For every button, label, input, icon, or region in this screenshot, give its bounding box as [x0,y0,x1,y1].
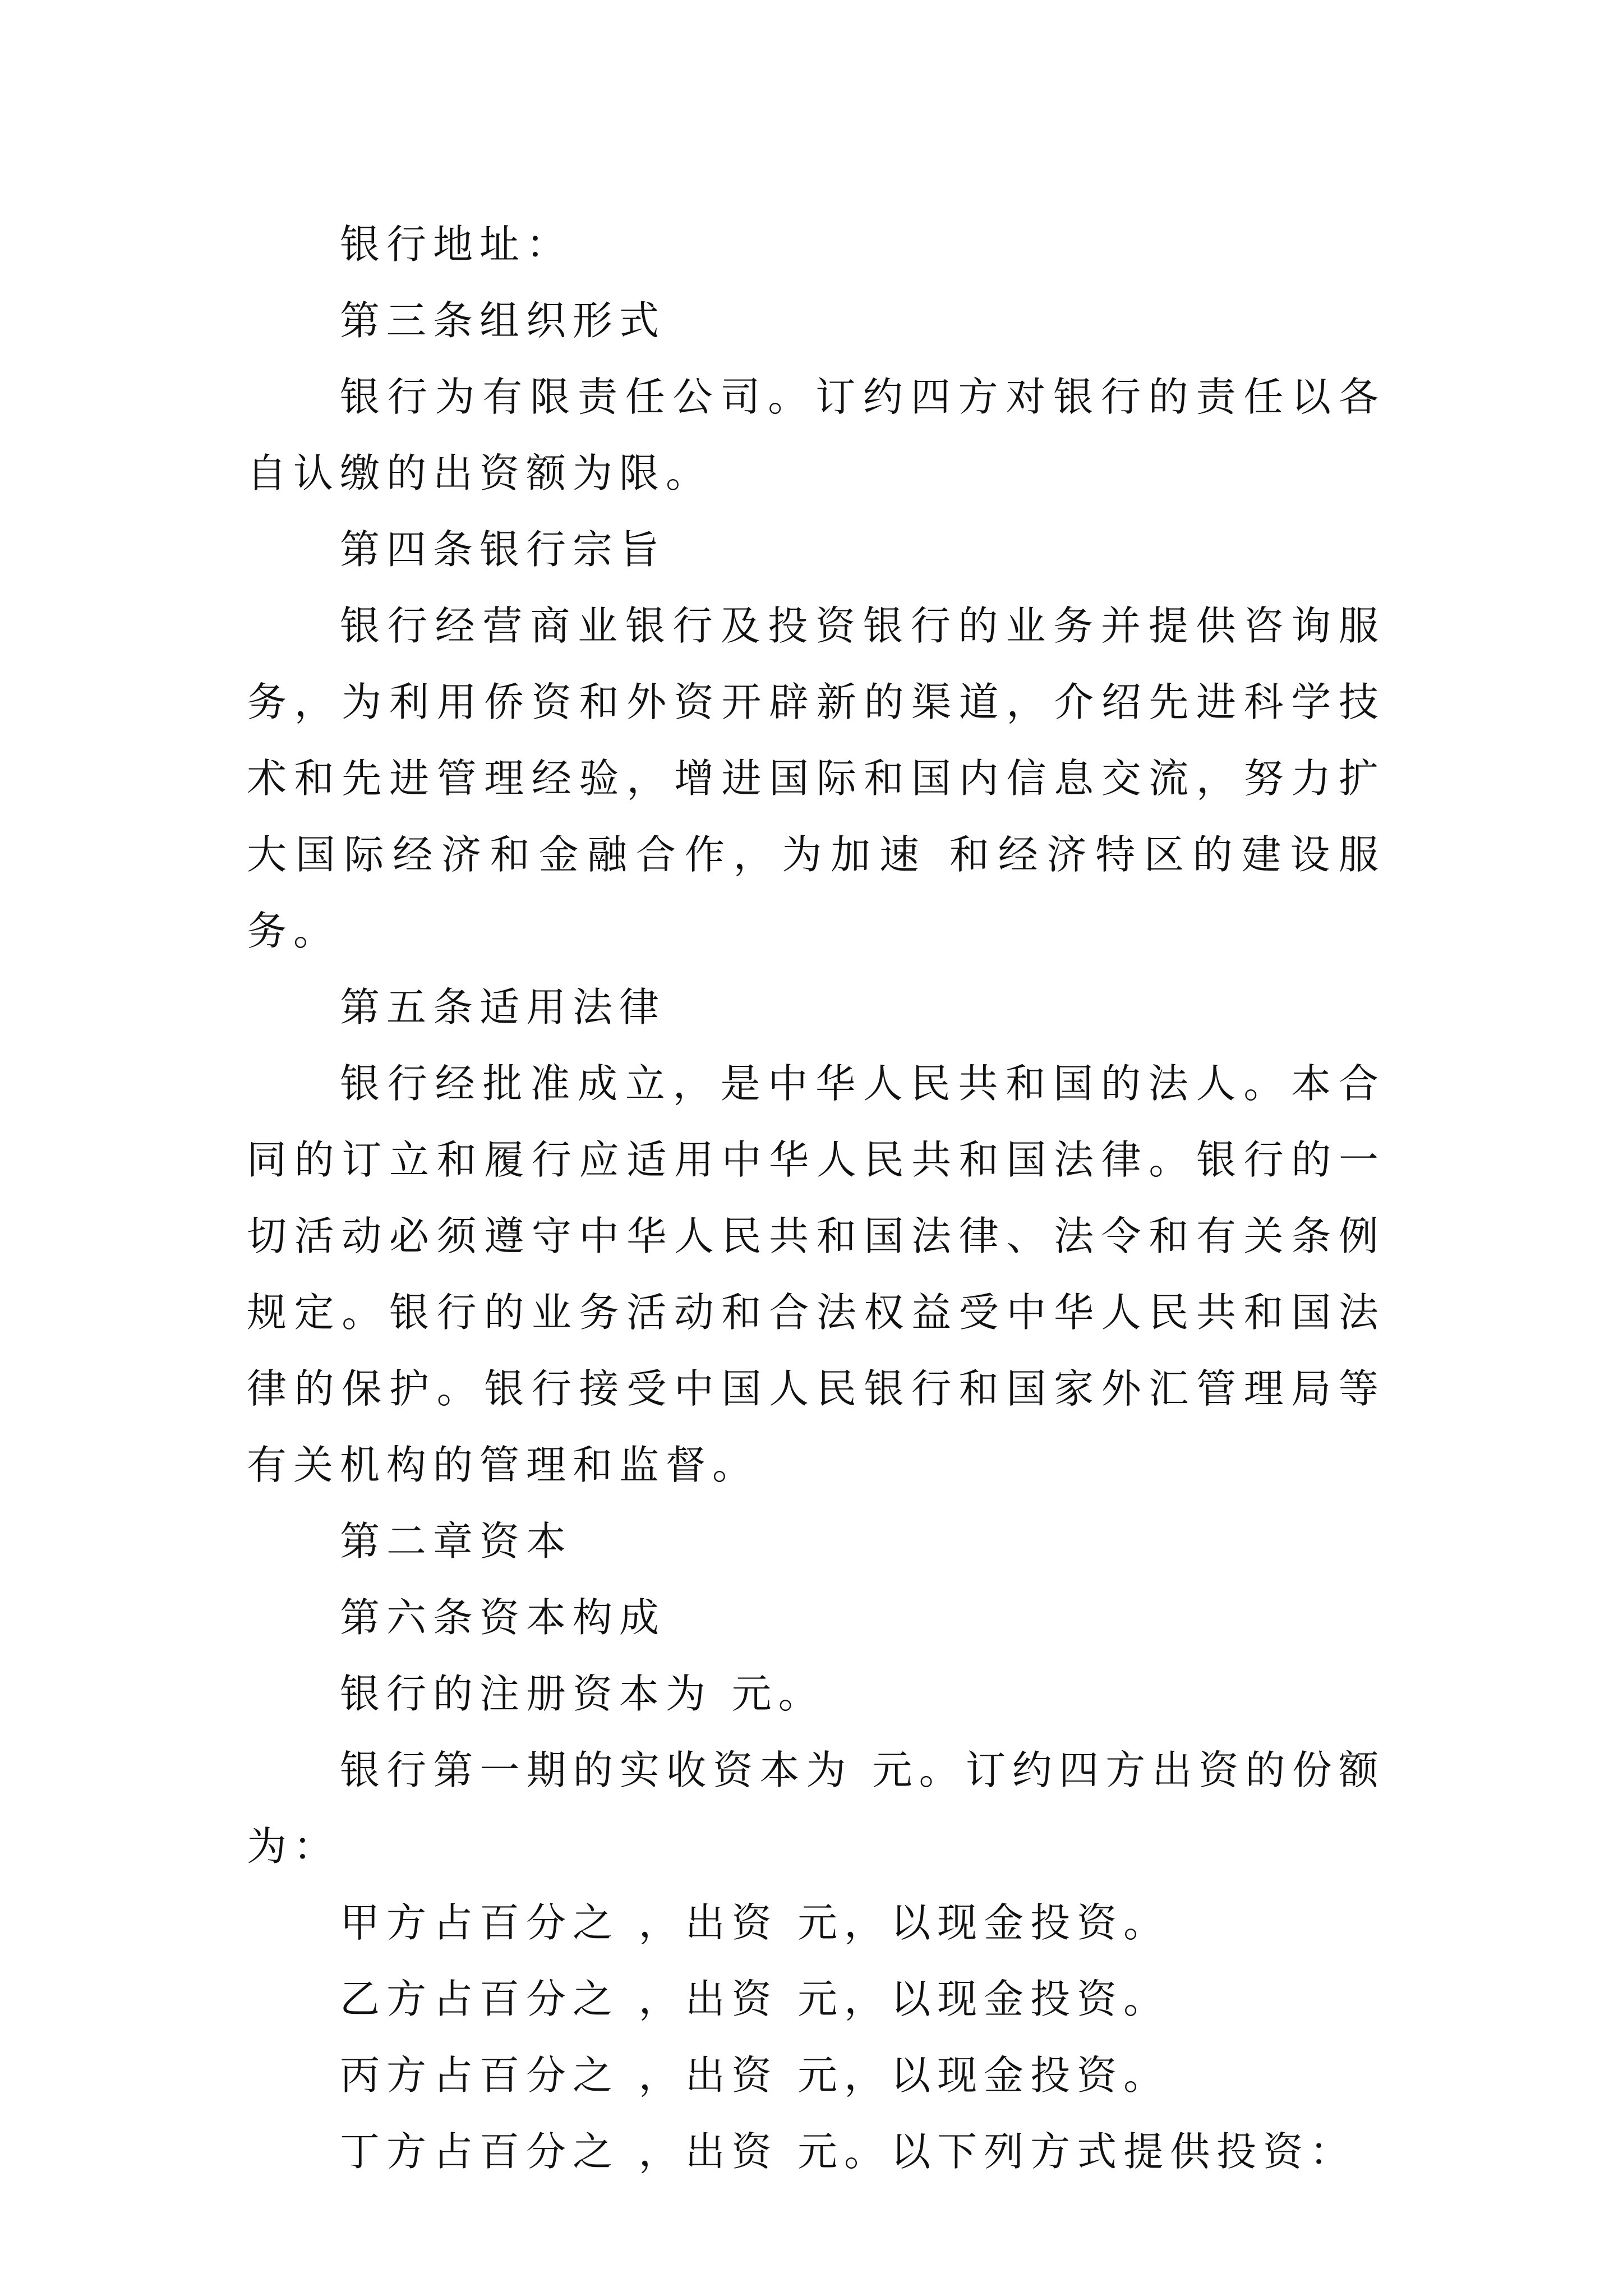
bank-address-label: 银行地址： [340,221,573,268]
registered-capital-text: 银行的注册资本为 元。 [340,1671,825,1717]
article-4-heading: 第四条银行宗旨 [340,526,666,573]
paid-in-capital-text: 银行第一期的实收资本为 元。订约四方出资的份额为： [247,1747,1385,1870]
article-4-text: 银行经营商业银行及投资银行的业务并提供咨询服务，为利用侨资和外资开辟新的渠道，介绍先进科学技术和先进管理经验，增进国际和国内信息交流，努力扩大国际经济和金融合作，为加速 和经济特区的建设服务。 [247,602,1385,954]
chapter-2-heading: 第二章资本 [340,1518,573,1565]
article-6-heading: 第六条资本构成 [340,1594,666,1641]
article-3-text: 银行为有限责任公司。订约四方对银行的责任以各自认缴的出资额为限。 [247,374,1385,496]
article-5-heading: 第五条适用法律 [340,984,666,1030]
document-body [247,206,1385,2190]
article-5-text: 银行经批准成立，是中华人民共和国的法人。本合同的订立和履行应适用中华人民共和国法律。银行的一切活动必须遵守中华人民共和国法律、法令和有关条例规定。银行的业务活动和合法权益受中华人民共和国法律的保护。银行接受中国人民银行和国家外汇管理局等有关机构的管理和监督。 [247,1060,1385,1488]
article-3-heading: 第三条组织形式 [340,297,666,344]
party-d-contribution: 丁方占百分之 ，出资 元。以下列方式提供投资： [340,2128,1357,2175]
party-a-contribution: 甲方占百分之 ，出资 元，以现金投资。 [340,1899,1170,1946]
party-c-contribution: 丙方占百分之 ，出资 元，以现金投资。 [340,2052,1170,2099]
party-b-contribution: 乙方占百分之 ，出资 元，以现金投资。 [340,1976,1170,2022]
